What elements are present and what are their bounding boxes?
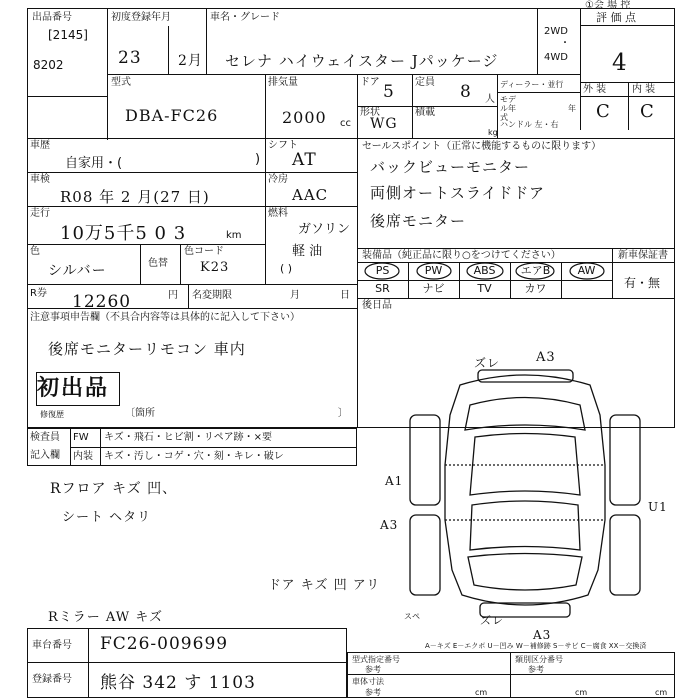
remark-3: ドア キズ 凹 アリ [268, 578, 381, 593]
drive-dot: ・ [560, 38, 570, 49]
exterior-value: C [596, 101, 611, 122]
equip-leather: カワ [524, 282, 547, 295]
equip-ps: PS [375, 264, 390, 277]
class-no-ref: 参考 [528, 665, 544, 674]
history-close: ) [255, 152, 261, 167]
expiry-label: 名変期限 [192, 290, 232, 301]
diagram-mark-2: A3 [536, 350, 556, 365]
equip-sr: SR [375, 282, 390, 295]
repair-bracket-end: 〕 [338, 408, 348, 419]
repair-bracket: 〔箇所 [125, 408, 155, 419]
first-listing-stamp: 初出品 [36, 372, 120, 406]
registration-label: 登録番号 [32, 674, 72, 685]
grade-label: 評 価 点 [596, 11, 636, 24]
drive-2wd: 2WD [544, 26, 568, 37]
notes-handwritten: 後席モニターリモコン 車内 [48, 340, 246, 358]
diagram-mark-5: U1 [648, 500, 668, 514]
inspector-label-2: 記入欄 [30, 450, 60, 461]
chassis-label: 車台番号 [32, 640, 72, 651]
first-reg-year: 23 [118, 48, 142, 68]
shape-value: WG [370, 116, 398, 132]
dealer-label: ディーラー・並行 [500, 80, 564, 89]
sales-point-3: 後席モニター [370, 212, 467, 230]
inspector-label: 検査員 [30, 432, 60, 443]
color-change-label: 色替 [148, 258, 168, 269]
chassis-value: FC26-009699 [100, 634, 229, 654]
fuel-label: 燃料 [268, 208, 288, 219]
repair-history-label: 修復歴 [40, 410, 64, 419]
displacement-unit: cc [340, 118, 351, 129]
equip-airbag: エアB [520, 264, 551, 277]
handle-label: ハンドル 左・右 [500, 120, 559, 129]
car-name-value: セレナ ハイウェイスター Jパッケージ [225, 52, 499, 70]
dims-cm-2: cm [575, 688, 588, 697]
doors-label: ドア [360, 77, 380, 88]
class-no-label: 類別区分番号 [515, 655, 563, 664]
exterior-label: 外 装 [583, 84, 607, 95]
equip-aw: AW [577, 264, 596, 277]
mileage-unit: km [226, 230, 242, 241]
new-car-warranty-value: 有・無 [624, 276, 661, 290]
model-year-unit: 年 [568, 104, 576, 113]
inspection-label: 車検 [30, 174, 50, 185]
model-value: DBA-FC26 [125, 106, 219, 125]
first-reg-label: 初度登録年月 [111, 12, 171, 23]
inspector-interior-tag: 内装 [73, 451, 93, 462]
color-label: 色 [30, 246, 40, 257]
displacement-label: 排気量 [268, 77, 298, 88]
color-value: シルバー [48, 263, 107, 279]
sales-label: セールスポイント（正常に機能するものに限ります） [362, 141, 602, 152]
ac-value: AAC [292, 186, 329, 204]
model-label: 型式 [111, 77, 131, 88]
inspection-value: R08 年 2 月(27 日) [60, 188, 210, 206]
doors-value: 5 [383, 82, 395, 102]
history-value: 自家用・( [65, 156, 123, 171]
equip-pw: PW [424, 264, 443, 277]
diagram-mark-4: A3 [380, 518, 399, 532]
dims-label: 車体寸法 [352, 677, 384, 686]
dims-ref: 参考 [365, 688, 381, 697]
history-label: 車歴 [30, 140, 50, 151]
lot-code: [2145] [48, 28, 88, 42]
shape-label: 形状 [360, 107, 380, 118]
type-no-ref: 参考 [365, 665, 381, 674]
ac-label: 冷房 [268, 174, 288, 185]
inspector-fw-tag: FW [73, 432, 89, 443]
car-name-label: 車名・グレード [210, 12, 280, 23]
interior-label: 内 装 [632, 84, 656, 95]
damage-legend: A－キズ E－エクボ U－凹み W－補修跡 S－サビ C－腐食 XX－交換済 [425, 642, 647, 650]
inspector-fw-items: キズ・飛石・ヒビ割・リペア跡・×要 [104, 432, 272, 443]
registration-value: 熊谷 342 す 1103 [100, 673, 256, 693]
capacity-value: 8 [460, 82, 472, 102]
equip-navi: ナビ [422, 282, 445, 295]
mileage-value: 10万5千5 0 3 [60, 223, 187, 244]
copy-label: ①会 場 控 [585, 0, 631, 11]
diagram-mark-3: A1 [385, 474, 404, 488]
expiry-day: 日 [340, 290, 350, 301]
sales-point-1: バックビューモニター [370, 158, 531, 176]
color-code-label: 色コード [184, 246, 224, 257]
inspector-interior-items: キズ・汚し・コゲ・穴・刻・キレ・破レ [104, 451, 284, 462]
first-reg-month: 2月 [178, 53, 203, 69]
capacity-label: 定員 [415, 77, 435, 88]
color-code-value: K23 [200, 260, 230, 275]
lot-number: 8202 [33, 58, 64, 72]
diagram-mark-1: ズレ [474, 356, 501, 370]
shift-value: AT [292, 150, 317, 170]
diagram-mark-7: A3 [533, 628, 552, 642]
sales-point-2: 両側オートスライドドア [370, 184, 545, 202]
notes-label: 注意事項申告欄（不具合内容等は具体的に記入して下さい） [30, 312, 300, 323]
diagram-mark-6: ズレ [480, 614, 504, 627]
lot-label: 出品番号 [32, 12, 72, 23]
remark-4: Rミラー AW キズ [48, 610, 164, 625]
new-car-warranty-label: 新車保証書 [618, 250, 668, 261]
fuel-gas: ガソリン [298, 222, 351, 237]
shift-label: シフト [268, 140, 298, 151]
remark-2: シート ヘタリ [62, 510, 152, 525]
displacement-value: 2000 [282, 108, 327, 127]
interior-value: C [640, 101, 655, 122]
equipment-circles [357, 262, 612, 282]
type-no-label: 型式指定番号 [352, 655, 400, 664]
expiry-month: 月 [290, 290, 300, 301]
fuel-paren: ( ) [280, 262, 293, 275]
car-damage-diagram [400, 345, 650, 635]
mileage-label: 走行 [30, 208, 50, 219]
dims-cm-1: cm [475, 688, 488, 697]
equipment-label: 装備品（純正品に限り○をつけてください） [362, 250, 561, 261]
remark-1: Rフロア キズ 凹、 [50, 481, 178, 497]
drive-4wd: 4WD [544, 52, 568, 63]
capacity-unit: 人 [485, 94, 495, 105]
dims-cm-3: cm [655, 688, 668, 697]
cargo-label: 積載 [415, 107, 435, 118]
equip-abs: ABS [473, 264, 496, 277]
rear-seat-label: 後日品 [362, 300, 392, 311]
fuel-diesel: 軽 油 [292, 244, 323, 259]
recycle-value: 12260 [72, 292, 132, 312]
diagram-mark-8: スペ [404, 612, 420, 621]
equip-tv: TV [477, 282, 492, 295]
recycle-label: R券 [30, 288, 47, 299]
grade-value: 4 [612, 50, 628, 76]
cargo-unit: kg [488, 128, 498, 137]
model-year-label: モデル年式 [500, 95, 516, 122]
recycle-unit: 円 [168, 290, 178, 301]
